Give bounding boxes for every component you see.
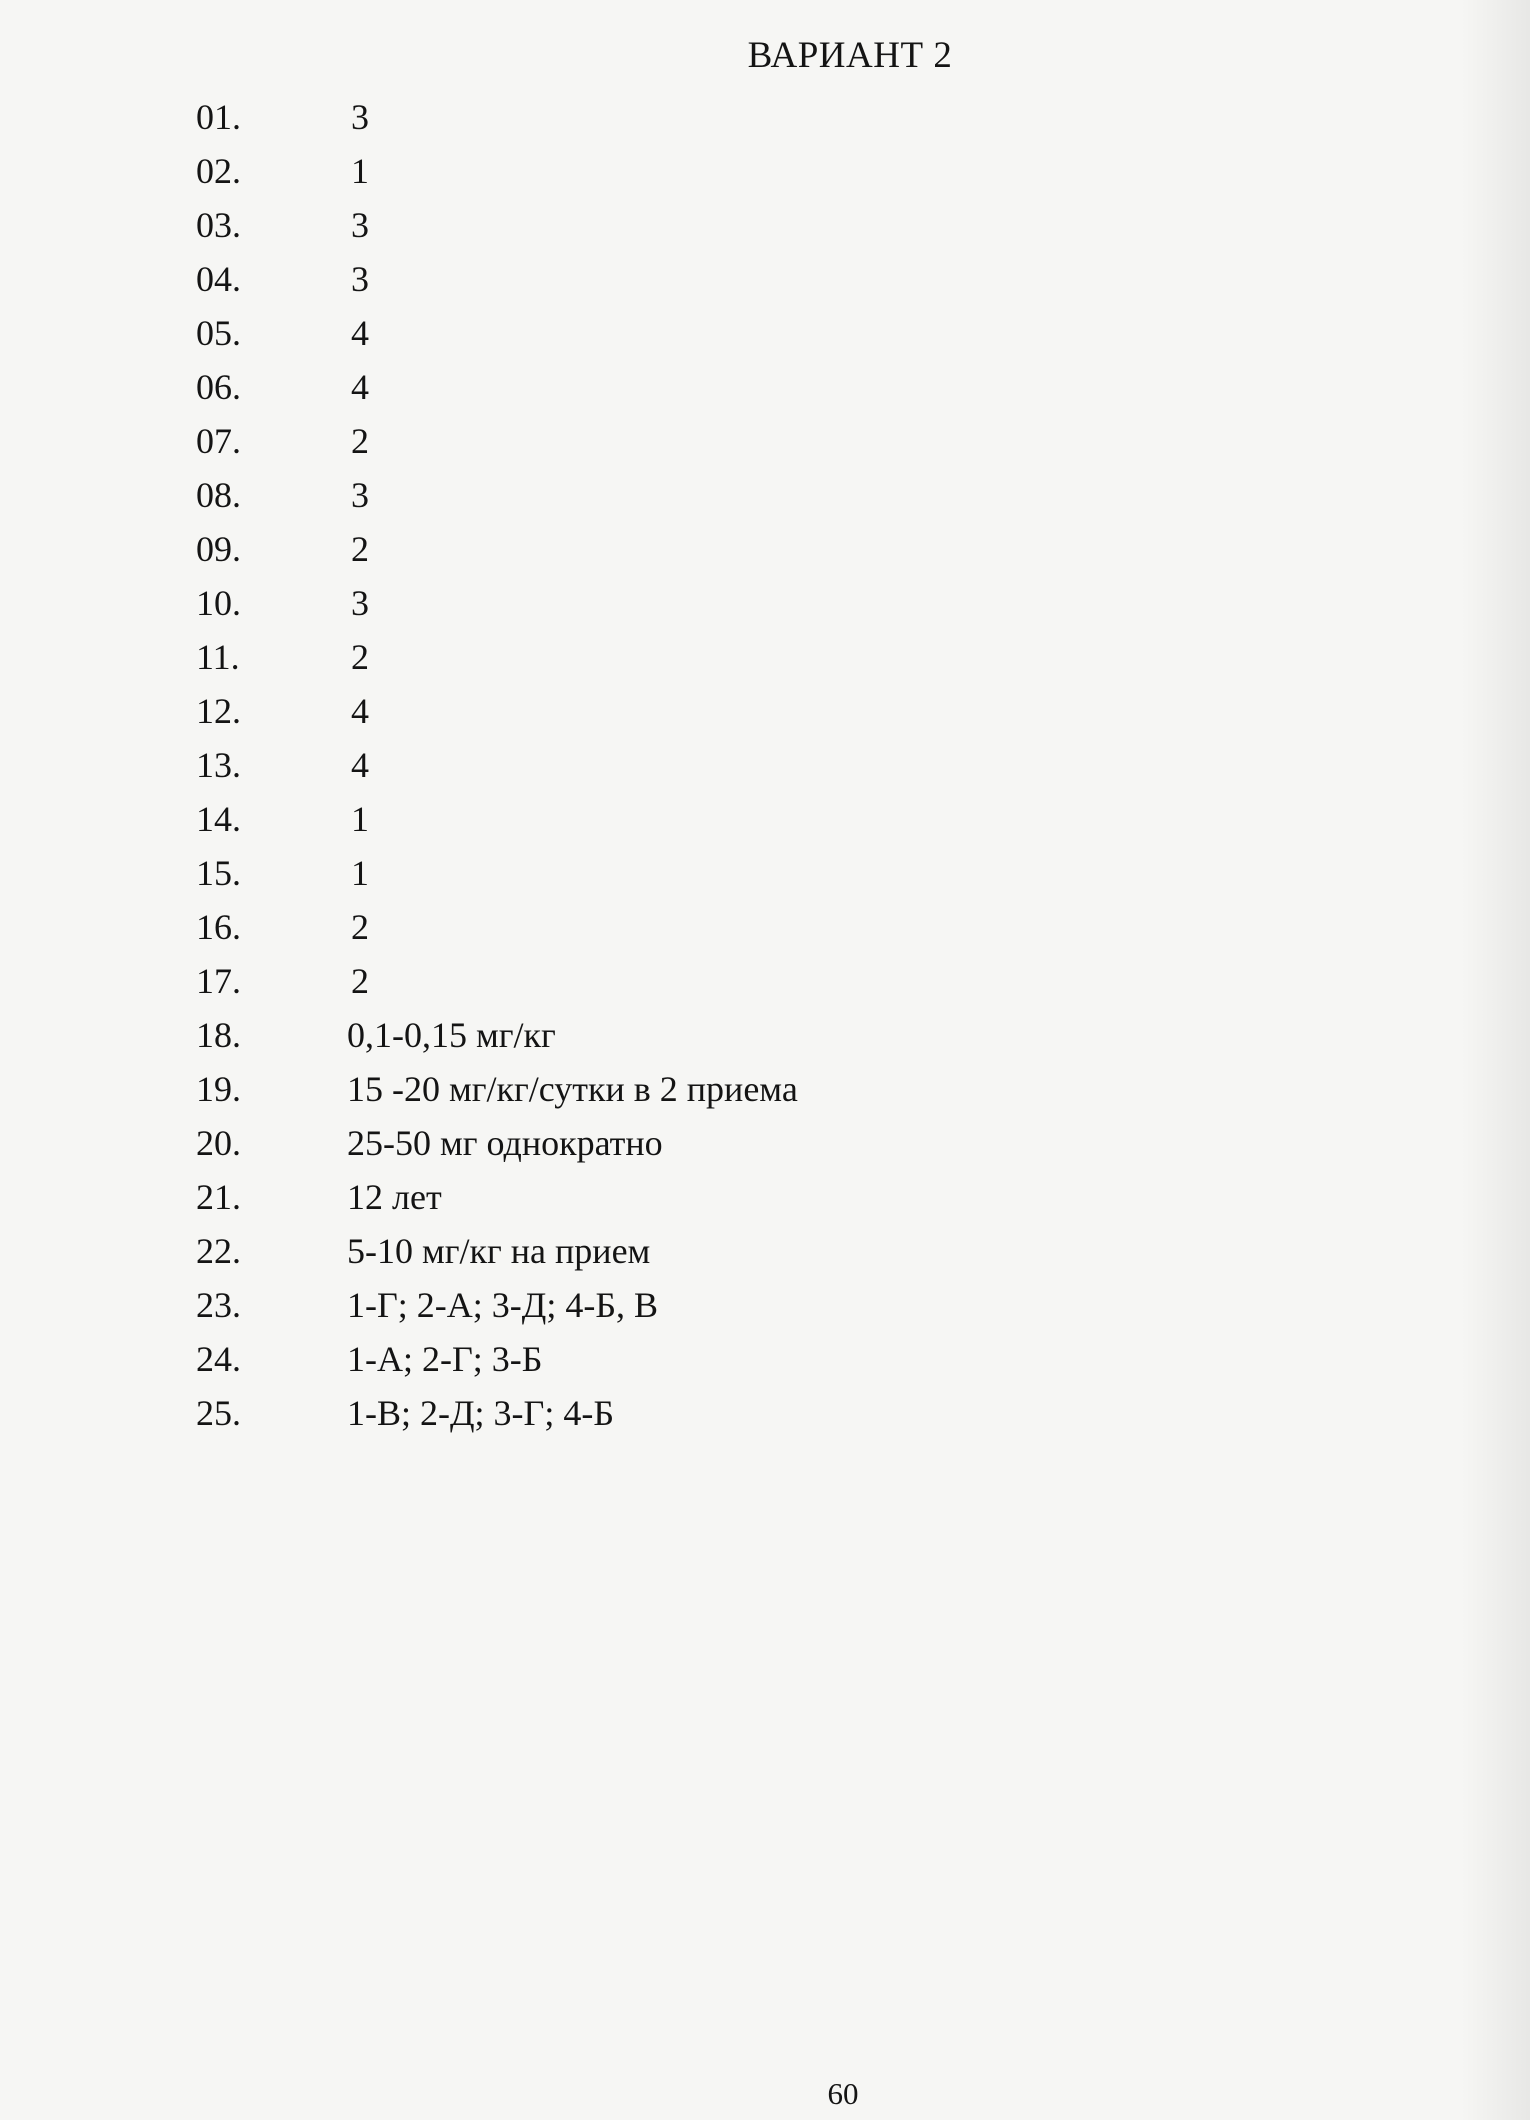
answer-number: 19. xyxy=(196,1069,241,1109)
answer-number: 22. xyxy=(196,1231,241,1271)
answer-value: 2 xyxy=(351,529,369,569)
page-title: ВАРИАНТ 2 xyxy=(747,35,953,76)
answer-number: 04. xyxy=(196,259,241,299)
answer-value: 3 xyxy=(351,205,369,245)
page-number: 60 xyxy=(827,2076,859,2111)
answer-number: 10. xyxy=(196,583,241,623)
answer-value: 4 xyxy=(351,313,369,353)
answer-value: 2 xyxy=(351,637,369,677)
answer-number: 06. xyxy=(196,367,241,407)
answer-number: 18. xyxy=(196,1015,241,1055)
answer-value: 3 xyxy=(351,97,369,137)
answer-value: 3 xyxy=(351,583,369,623)
answer-number: 21. xyxy=(196,1177,241,1217)
answer-value: 4 xyxy=(351,745,369,785)
answer-value: 2 xyxy=(351,421,369,461)
answer-number: 07. xyxy=(196,421,241,461)
answer-value: 4 xyxy=(351,691,369,731)
answer-number: 08. xyxy=(196,475,241,515)
answer-number: 16. xyxy=(196,907,241,947)
answer-number: 05. xyxy=(196,313,241,353)
answer-number: 02. xyxy=(196,151,241,191)
answer-number: 11. xyxy=(196,637,240,677)
answer-number: 09. xyxy=(196,529,241,569)
answer-value: 1-В; 2-Д; 3-Г; 4-Б xyxy=(347,1393,615,1433)
answer-number: 25. xyxy=(196,1393,241,1433)
answer-value: 1 xyxy=(351,799,369,839)
answer-number: 15. xyxy=(196,853,241,893)
answer-number: 03. xyxy=(196,205,241,245)
answer-number: 01. xyxy=(196,97,241,137)
answer-value: 12 лет xyxy=(347,1177,442,1217)
answer-value: 5-10 мг/кг на прием xyxy=(347,1231,651,1271)
answer-number: 23. xyxy=(196,1285,241,1325)
answer-value: 2 xyxy=(351,961,369,1001)
answer-value: 15 -20 мг/кг/сутки в 2 приема xyxy=(347,1069,798,1109)
answer-value: 1 xyxy=(351,151,369,191)
answer-number: 24. xyxy=(196,1339,241,1379)
answer-number: 14. xyxy=(196,799,241,839)
answer-value: 25-50 мг однократно xyxy=(347,1123,663,1163)
answer-number: 13. xyxy=(196,745,241,785)
page-edge-shadow xyxy=(1460,0,1530,2120)
answer-number: 20. xyxy=(196,1123,241,1163)
answer-value: 1-Г; 2-А; 3-Д; 4-Б, В xyxy=(347,1285,659,1325)
answer-value: 3 xyxy=(351,259,369,299)
answer-value: 0,1-0,15 мг/кг xyxy=(347,1015,556,1055)
answer-value: 3 xyxy=(351,475,369,515)
answer-value: 4 xyxy=(351,367,369,407)
answer-value: 1 xyxy=(351,853,369,893)
answer-value: 1-А; 2-Г; 3-Б xyxy=(347,1339,543,1379)
answer-number: 17. xyxy=(196,961,241,1001)
answer-value: 2 xyxy=(351,907,369,947)
answer-number: 12. xyxy=(196,691,241,731)
